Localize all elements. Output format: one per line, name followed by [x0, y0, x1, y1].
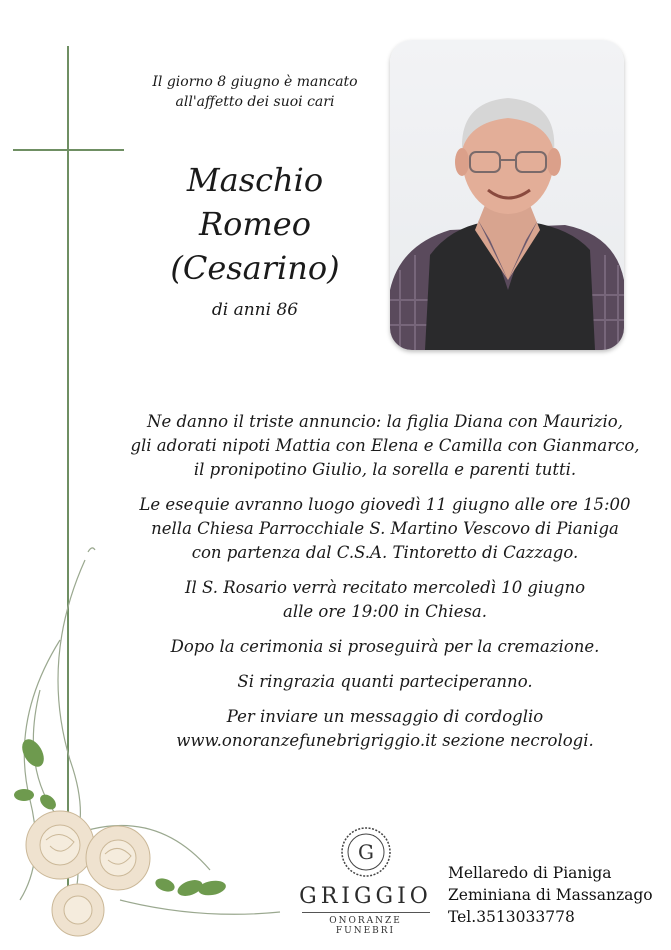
surname: Maschio [186, 161, 324, 199]
nickname: (Cesarino) [170, 249, 340, 287]
text-line: con partenza dal C.S.A. Tintoretto di Cazzago. [191, 543, 579, 562]
first-name: Romeo [199, 205, 311, 243]
cross-horizontal-bar [13, 149, 124, 151]
contact-info [448, 862, 653, 928]
intro-line: Il giorno 8 giugno è mancato [152, 74, 358, 90]
text-line: www.onoranzefunebrigriggio.it sezione necrologi. [176, 731, 594, 750]
text-line: Dopo la cerimonia si proseguirà per la cremazione. [170, 637, 600, 656]
portrait-illustration [390, 40, 624, 350]
logo-divider [302, 912, 430, 913]
text-line: Il S. Rosario verrà recitato mercoledì 10 giugno [184, 578, 586, 597]
text-line: nella Chiesa Parrocchiale S. Martino Vescovo di Pianiga [151, 519, 619, 538]
text-line: Ne danno il triste annuncio: la figlia Diana con Maurizio, [147, 412, 623, 431]
logo-brand: GRIGGIO [299, 884, 432, 909]
location-line: Mellaredo di Pianiga [448, 864, 612, 882]
portrait-photo [390, 40, 624, 350]
text-line: gli adorati nipoti Mattia con Elena e Camilla con Gianmarco, [130, 436, 640, 455]
intro-text [120, 72, 390, 112]
text-line: alle ore 19:00 in Chiesa. [282, 602, 488, 621]
logo-emblem [340, 826, 392, 878]
logo-letter: G [357, 840, 374, 864]
text-line: Per inviare un messaggio di cordoglio [226, 707, 544, 726]
intro-line: all'affetto dei suoi cari [175, 94, 335, 110]
text-line: Le esequie avranno luogo giovedì 11 giugno alle ore 15:00 [139, 495, 631, 514]
location-line: Zeminiana di Massanzago [448, 886, 653, 904]
announcement-paragraph [120, 410, 650, 482]
deceased-name [120, 158, 390, 290]
logo-subtitle: ONORANZE FUNEBRI [329, 916, 402, 936]
phone-line: Tel.3513033778 [448, 908, 575, 926]
age-text: di anni 86 [211, 300, 299, 320]
funeral-home-logo [298, 826, 433, 936]
text-line: il pronipotino Giulio, la sorella e parenti tutti. [193, 460, 577, 479]
text-line: Si ringrazia quanti parteciperanno. [237, 672, 533, 691]
roses-decoration [0, 540, 300, 950]
